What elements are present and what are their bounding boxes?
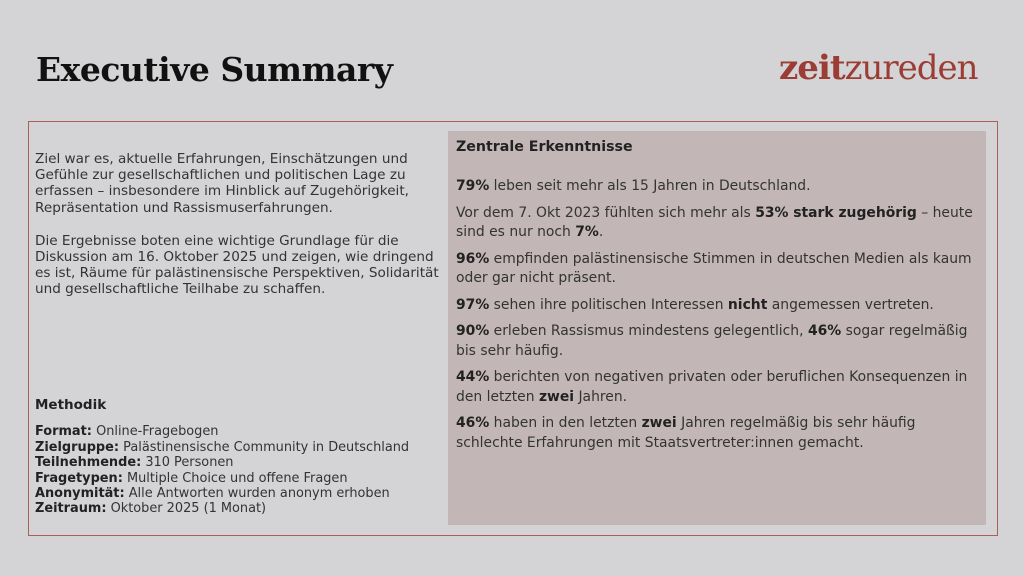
finding-item [456, 322, 978, 361]
intro-paragraph-1: Ziel war es, aktuelle Erfahrungen, Einschätzungen und Gefühle zur gesellschaftlichen und politischen Lage zu erfassen – insbesondere im Hinblick auf Zugehörigkeit, Repräsentation und Rassismuserfahrungen. [35, 151, 409, 216]
logo-bold-part: zeit [779, 48, 845, 88]
finding-text: berichten von negativen privaten oder beruflichen Konsequenzen in den letzten [456, 369, 968, 405]
methodik-row [35, 455, 445, 470]
finding-text: erleben Rassismus mindestens gelegentlich, [489, 323, 808, 339]
brand-logo [779, 48, 978, 88]
finding-stat: 46% [456, 415, 490, 431]
finding-stat: 7% [575, 224, 599, 240]
finding-stat: 79% [456, 178, 490, 194]
methodik-value: Oktober 2025 (1 Monat) [110, 501, 267, 517]
finding-emphasis: zwei [641, 415, 677, 431]
finding-stat: 90% [456, 323, 490, 339]
intro-text [35, 151, 440, 315]
findings-heading: Zentrale Erkenntnisse [456, 139, 633, 155]
finding-stat: 96% [456, 250, 490, 267]
finding-emphasis: nicht [727, 296, 768, 313]
finding-text: Jahren. [574, 388, 628, 405]
methodik-value: Online-Fragebogen [96, 424, 219, 440]
finding-item [456, 204, 978, 243]
finding-text: sogar regelmäßig bis sehr häufig. [456, 323, 968, 359]
methodik-value: 310 Personen [145, 455, 234, 471]
finding-item [456, 177, 978, 197]
finding-text: – heute sind es nur noch [456, 204, 973, 240]
intro-paragraph-2: Die Ergebnisse boten eine wichtige Grundlage für die Diskussion am 16. Oktober 2025 und zeigen, wie dringend es ist, Räume für palästinensische Perspektiven, Solidarität und gesellschaftliche Teilhabe zu schaffen. [35, 232, 439, 298]
finding-item [456, 296, 978, 316]
methodik-section [35, 398, 445, 517]
findings-panel [448, 131, 986, 525]
finding-stat: 46% [807, 323, 842, 339]
logo-regular-part: zureden [844, 48, 978, 88]
methodik-value: Multiple Choice und offene Fragen [126, 470, 348, 486]
finding-item [456, 368, 978, 407]
finding-stat: 53% stark zugehörig [755, 204, 917, 221]
methodik-row [35, 486, 445, 501]
finding-item [456, 414, 978, 453]
finding-item [456, 250, 978, 289]
methodik-row [35, 501, 445, 516]
finding-text: . [598, 224, 604, 240]
finding-emphasis: zwei [538, 388, 575, 405]
finding-text: empfinden palästinensische Stimmen in deutschen Medien als kaum oder gar nicht präsent. [456, 250, 972, 286]
methodik-row [35, 471, 445, 486]
methodik-value: Palästinensische Community in Deutschland [123, 439, 410, 455]
finding-stat: 44% [456, 369, 490, 385]
methodik-heading: Methodik [35, 397, 107, 413]
methodik-row [35, 440, 445, 455]
methodik-label: Fragetypen: [35, 470, 123, 486]
finding-text: sehen ihre politischen Interessen [489, 296, 728, 313]
methodik-label: Teilnehmende: [35, 455, 142, 471]
finding-stat: 97% [456, 296, 490, 313]
finding-text: leben seit mehr als 15 Jahren in Deutschland. [489, 178, 811, 194]
methodik-label: Anonymität: [35, 486, 125, 502]
finding-text: angemessen vertreten. [767, 296, 934, 313]
finding-text: Vor dem 7. Okt 2023 fühlten sich mehr als [456, 204, 756, 221]
finding-text: Jahren regelmäßig bis sehr häufig schlechte Erfahrungen mit Staatsvertreter:innen gemacht. [456, 415, 916, 451]
methodik-label: Zeitraum: [35, 501, 107, 517]
methodik-row [35, 424, 445, 439]
page-title: Executive Summary [36, 50, 393, 89]
methodik-label: Zielgruppe: [35, 439, 120, 455]
methodik-value: Alle Antworten wurden anonym erhoben [128, 486, 390, 502]
methodik-label: Format: [35, 424, 92, 440]
finding-text: haben in den letzten [489, 415, 642, 431]
